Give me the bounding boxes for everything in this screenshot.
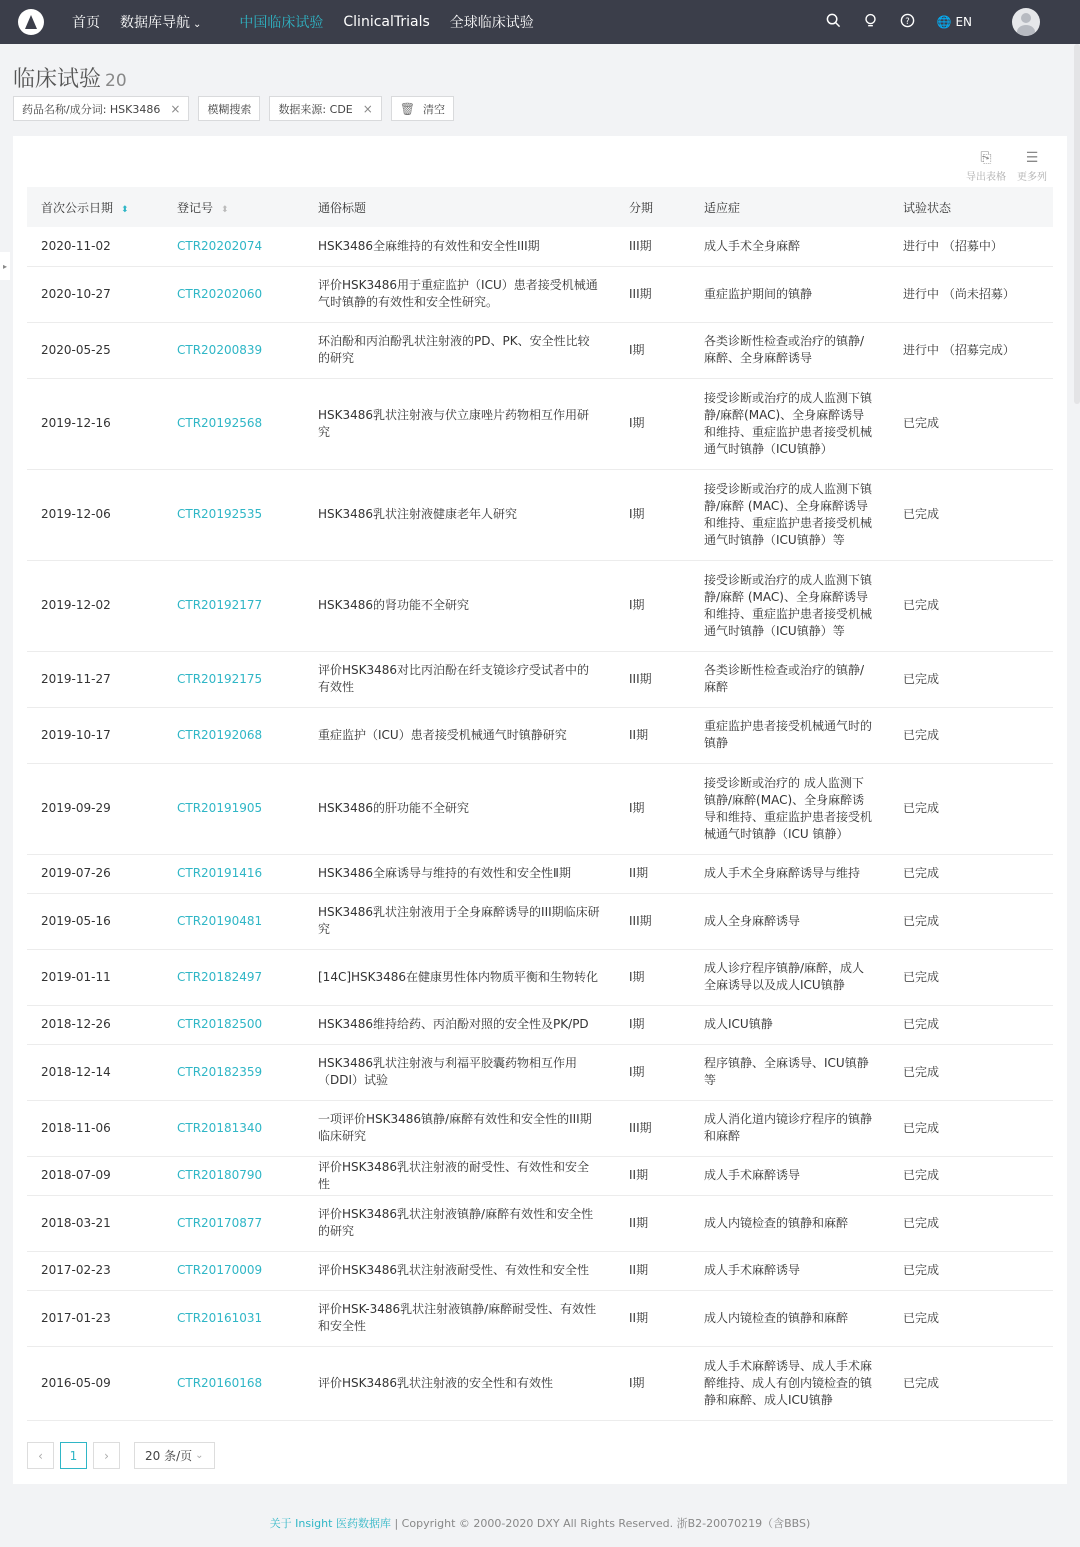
cell-title: 一项评价HSK3486镇静/麻醉有效性和安全性的III期临床研究	[304, 1100, 615, 1156]
cell-date: 2020-05-25	[27, 322, 163, 378]
cell-phase: III期	[615, 1100, 690, 1156]
cell-indication: 成人消化道内镜诊疗程序的镇静和麻醉	[690, 1100, 889, 1156]
cell-reg-no[interactable]: CTR20192175	[163, 651, 304, 707]
table-tools	[963, 150, 1055, 183]
cell-phase: III期	[615, 651, 690, 707]
avatar[interactable]	[1012, 8, 1040, 36]
scrollbar[interactable]	[1074, 44, 1080, 404]
cell-reg-no[interactable]: CTR20181340	[163, 1100, 304, 1156]
cell-title: HSK3486乳状注射液与伏立康唑片药物相互作用研究	[304, 378, 615, 469]
cell-date: 2017-02-23	[27, 1251, 163, 1290]
table-row[interactable]	[27, 469, 1053, 560]
cell-date: 2019-01-11	[27, 949, 163, 1005]
cell-date: 2018-12-14	[27, 1044, 163, 1100]
sort-icon[interactable]: ⬍	[221, 204, 229, 215]
cell-date: 2020-10-27	[27, 266, 163, 322]
table-row[interactable]	[27, 707, 1053, 763]
export-button[interactable]	[963, 150, 1009, 183]
cell-status: 已完成	[889, 651, 1053, 707]
cell-phase: I期	[615, 1044, 690, 1100]
cell-reg-no[interactable]: CTR20161031	[163, 1290, 304, 1346]
footer-about-link[interactable]: 关于 Insight 医药数据库	[269, 1517, 391, 1530]
nav-database-label: 数据库导航	[120, 15, 190, 31]
cell-title: 评价HSK3486对比丙泊酚在纤支镜诊疗受试者中的有效性	[304, 651, 615, 707]
cell-phase: I期	[615, 1005, 690, 1044]
cell-indication: 成人内镜检查的镇静和麻醉	[690, 1195, 889, 1251]
cell-title: 评价HSK3486乳状注射液的安全性和有效性	[304, 1346, 615, 1420]
table-row[interactable]	[27, 1100, 1053, 1156]
table-row[interactable]	[27, 1346, 1053, 1420]
cell-status: 已完成	[889, 1100, 1053, 1156]
cell-title: 评价HSK-3486乳状注射液镇静/麻醉耐受性、有效性和安全性	[304, 1290, 615, 1346]
cell-title: HSK3486乳状注射液与利福平胶囊药物相互作用（DDI）试验	[304, 1044, 615, 1100]
cell-indication: 成人手术麻醉诱导	[690, 1251, 889, 1290]
col-phase-header: 分期	[629, 200, 654, 215]
cell-title: HSK3486乳状注射液用于全身麻醉诱导的III期临床研究	[304, 893, 615, 949]
cell-reg-no[interactable]: CTR20202060	[163, 266, 304, 322]
cell-title: 评价HSK3486用于重症监护（ICU）患者接受机械通气时镇静的有效性和安全性研究。	[304, 266, 615, 322]
col-indication-header: 适应症	[704, 200, 741, 215]
nav-home[interactable]: 首页	[72, 15, 100, 31]
cell-reg-no[interactable]: CTR20190481	[163, 893, 304, 949]
cell-date: 2018-03-21	[27, 1195, 163, 1251]
more-columns-button[interactable]	[1009, 150, 1055, 183]
filter-chip-drug[interactable]	[13, 96, 189, 121]
col-title-header: 通俗标题	[318, 200, 367, 215]
filter-chip-source[interactable]	[269, 96, 381, 121]
cell-reg-no[interactable]: CTR20170009	[163, 1251, 304, 1290]
cell-date: 2018-12-26	[27, 1005, 163, 1044]
page-title	[13, 62, 127, 93]
chevron-down-icon: ⌄	[195, 1450, 204, 1461]
clear-filters-button[interactable]	[391, 96, 454, 121]
cell-reg-no[interactable]: CTR20191416	[163, 854, 304, 893]
close-icon[interactable]: ×	[170, 101, 181, 116]
cell-status: 已完成	[889, 1251, 1053, 1290]
table-row[interactable]	[27, 1195, 1053, 1251]
cell-phase: I期	[615, 469, 690, 560]
table-row[interactable]	[27, 1290, 1053, 1346]
cell-indication: 成人诊疗程序镇静/麻醉，成人全麻诱导以及成人ICU镇静	[690, 949, 889, 1005]
result-count: 20	[105, 71, 127, 91]
nav-clinicaltrials[interactable]: ClinicalTrials	[343, 14, 430, 30]
nav-database[interactable]	[120, 12, 201, 32]
table-row[interactable]	[27, 949, 1053, 1005]
table-row[interactable]	[27, 227, 1053, 266]
footer-copyright: Copyright © 2000-2020 DXY All Rights Reserved. 浙B2-20070219（含BBS)	[401, 1517, 811, 1530]
footer-separator: |	[394, 1517, 399, 1530]
cell-indication: 成人内镜检查的镇静和麻醉	[690, 1290, 889, 1346]
cell-indication: 接受诊断或治疗的 成人监测下镇静/麻醉(MAC)、全身麻醉诱导和维持、重症监护患者接受机械通气时镇静（ICU 镇静）	[690, 763, 889, 854]
cell-phase: II期	[615, 1195, 690, 1251]
col-status-header: 试验状态	[903, 200, 952, 215]
cell-date: 2019-12-16	[27, 378, 163, 469]
table-row[interactable]	[27, 1156, 1053, 1195]
cell-reg-no[interactable]: CTR20191905	[163, 763, 304, 854]
cell-reg-no[interactable]: CTR20192535	[163, 469, 304, 560]
cell-title: HSK3486维持给药、丙泊酚对照的安全性及PK/PD	[304, 1005, 615, 1044]
cell-reg-no[interactable]: CTR20180790	[163, 1156, 304, 1195]
cell-date: 2019-05-16	[27, 893, 163, 949]
table-row[interactable]	[27, 322, 1053, 378]
cell-status: 已完成	[889, 763, 1053, 854]
filter-bar	[13, 96, 463, 121]
top-navbar	[0, 0, 1080, 44]
table-row[interactable]	[27, 1005, 1053, 1044]
table-row[interactable]	[27, 651, 1053, 707]
cell-reg-no[interactable]: CTR20192177	[163, 560, 304, 651]
cell-reg-no[interactable]: CTR20160168	[163, 1346, 304, 1420]
cell-phase: III期	[615, 266, 690, 322]
cell-phase: I期	[615, 322, 690, 378]
table-row[interactable]	[27, 1251, 1053, 1290]
svg-text:?: ?	[904, 15, 910, 26]
page-title-text: 临床试验	[13, 67, 102, 92]
close-icon[interactable]: ×	[362, 101, 373, 116]
cell-indication: 成人手术麻醉诱导、成人手术麻醉维持、成人有创内镜检查的镇静和麻醉、成人ICU镇静	[690, 1346, 889, 1420]
cell-indication: 接受诊断或治疗的成人监测下镇静/麻醉 (MAC)、全身麻醉诱导和维持、重症监护患者接受机械通气时镇静（ICU镇静）等	[690, 469, 889, 560]
cell-indication: 成人手术全身麻醉	[690, 227, 889, 266]
cell-reg-no[interactable]: CTR20202074	[163, 227, 304, 266]
cell-reg-no[interactable]: CTR20182497	[163, 949, 304, 1005]
page-size-select[interactable]	[134, 1442, 215, 1469]
sort-icon[interactable]: ⬍	[121, 204, 129, 215]
footer	[0, 1515, 1080, 1531]
pagination	[27, 1442, 215, 1469]
col-regno-header[interactable]	[163, 187, 304, 227]
cell-phase: II期	[615, 1251, 690, 1290]
cell-reg-no[interactable]: CTR20192068	[163, 707, 304, 763]
cell-reg-no[interactable]: CTR20182359	[163, 1044, 304, 1100]
trash-icon: 🗑	[399, 101, 416, 116]
cell-indication: 成人手术麻醉诱导	[690, 1156, 889, 1195]
cell-title: HSK3486全麻维持的有效性和安全性III期	[304, 227, 615, 266]
clear-label: 清空	[423, 102, 446, 116]
header-label: 首次公示日期	[41, 200, 114, 215]
side-expand-tab[interactable]: ▸	[0, 252, 10, 280]
language-label: EN	[955, 15, 972, 29]
cell-status: 已完成	[889, 1044, 1053, 1100]
table-row[interactable]	[27, 763, 1053, 854]
cell-date: 2018-07-09	[27, 1156, 163, 1195]
table-row[interactable]	[27, 854, 1053, 893]
cell-title: HSK3486全麻诱导与维持的有效性和安全性Ⅱ期	[304, 854, 615, 893]
page-button-current[interactable]: 1	[60, 1442, 87, 1469]
cell-status: 已完成	[889, 1156, 1053, 1195]
cell-title: [14C]HSK3486在健康男性体内物质平衡和生物转化	[304, 949, 615, 1005]
cell-phase: III期	[615, 893, 690, 949]
cell-status: 已完成	[889, 854, 1053, 893]
cell-date: 2020-11-02	[27, 227, 163, 266]
cell-phase: II期	[615, 707, 690, 763]
header-label: 登记号	[177, 200, 214, 215]
cell-reg-no[interactable]: CTR20200839	[163, 322, 304, 378]
cell-indication: 成人手术全身麻醉诱导与维持	[690, 854, 889, 893]
cell-date: 2017-01-23	[27, 1290, 163, 1346]
trials-table	[27, 187, 1053, 1421]
chevron-down-icon: ⌄	[193, 19, 202, 30]
cell-title: HSK3486的肾功能不全研究	[304, 560, 615, 651]
cell-indication: 接受诊断或治疗的成人监测下镇静/麻醉 (MAC)、全身麻醉诱导和维持、重症监护患者接受机械通气时镇静（ICU镇静）等	[690, 560, 889, 651]
logo-icon[interactable]	[18, 9, 44, 35]
cell-phase: I期	[615, 763, 690, 854]
cell-indication: 各类诊断性检查或治疗的镇静/麻醉	[690, 651, 889, 707]
cell-phase: III期	[615, 227, 690, 266]
results-card	[13, 136, 1067, 1484]
table-row[interactable]	[27, 266, 1053, 322]
cell-status: 已完成	[889, 1195, 1053, 1251]
table-header-row	[27, 187, 1053, 227]
table-body	[27, 227, 1053, 1420]
cell-status: 已完成	[889, 1346, 1053, 1420]
cell-reg-no[interactable]: CTR20182500	[163, 1005, 304, 1044]
cell-status: 已完成	[889, 469, 1053, 560]
cell-indication: 重症监护患者接受机械通气时的镇静	[690, 707, 889, 763]
cell-phase: I期	[615, 949, 690, 1005]
filter-chip-label: 药品名称/成分词: HSK3486	[22, 102, 161, 116]
cell-indication: 成人全身麻醉诱导	[690, 893, 889, 949]
bulb-icon[interactable]	[863, 13, 878, 32]
cell-date: 2019-07-26	[27, 854, 163, 893]
cell-phase: II期	[615, 854, 690, 893]
cell-status: 已完成	[889, 707, 1053, 763]
cell-status: 已完成	[889, 378, 1053, 469]
cell-status: 已完成	[889, 893, 1053, 949]
cell-date: 2016-05-09	[27, 1346, 163, 1420]
cell-phase: I期	[615, 560, 690, 651]
nav-china-trials[interactable]: 中国临床试验	[239, 15, 324, 31]
cell-status: 进行中 （招募中）	[889, 227, 1053, 266]
cell-indication: 接受诊断或治疗的成人监测下镇静/麻醉(MAC)、全身麻醉诱导和维持、重症监护患者接受机械通气时镇静（ICU镇静）	[690, 378, 889, 469]
cell-indication: 各类诊断性检查或治疗的镇静/麻醉、全身麻醉诱导	[690, 322, 889, 378]
nav-global-trials[interactable]: 全球临床试验	[449, 15, 534, 31]
cell-reg-no[interactable]: CTR20192568	[163, 378, 304, 469]
cell-indication: 程序镇静、全麻诱导、ICU镇静等	[690, 1044, 889, 1100]
cell-title: 评价HSK3486乳状注射液镇静/麻醉有效性和安全性的研究	[304, 1195, 615, 1251]
table-row[interactable]	[27, 560, 1053, 651]
cell-date: 2019-12-02	[27, 560, 163, 651]
filter-chip-label: 模糊搜索	[207, 102, 252, 116]
table-row[interactable]	[27, 1044, 1053, 1100]
search-icon[interactable]	[826, 13, 841, 32]
cell-phase: II期	[615, 1290, 690, 1346]
cell-status: 已完成	[889, 1005, 1053, 1044]
cell-date: 2019-10-17	[27, 707, 163, 763]
globe-icon: 🌐	[936, 15, 952, 29]
cell-status: 进行中 （尚未招募）	[889, 266, 1053, 322]
table-row[interactable]	[27, 893, 1053, 949]
cell-date: 2019-11-27	[27, 651, 163, 707]
export-icon: ⎘	[980, 150, 992, 166]
cell-date: 2018-11-06	[27, 1100, 163, 1156]
export-label: 导出表格	[966, 172, 1006, 183]
cell-status: 已完成	[889, 560, 1053, 651]
more-columns-label: 更多列	[1017, 172, 1047, 183]
cell-reg-no[interactable]: CTR20170877	[163, 1195, 304, 1251]
cell-title: 重症监护（ICU）患者接受机械通气时镇静研究	[304, 707, 615, 763]
col-date-header[interactable]	[27, 187, 163, 227]
cell-date: 2019-09-29	[27, 763, 163, 854]
columns-icon: ☰	[1025, 150, 1039, 166]
cell-title: HSK3486的肝功能不全研究	[304, 763, 615, 854]
next-page-button[interactable]: ›	[93, 1442, 120, 1469]
cell-phase: I期	[615, 378, 690, 469]
cell-status: 已完成	[889, 1290, 1053, 1346]
cell-title: HSK3486乳状注射液健康老年人研究	[304, 469, 615, 560]
filter-chip-fuzzy[interactable]	[198, 96, 260, 121]
language-switch[interactable]	[937, 15, 972, 29]
cell-status: 进行中 （招募完成）	[889, 322, 1053, 378]
filter-chip-label: 数据来源: CDE	[278, 102, 353, 116]
cell-title: 评价HSK3486乳状注射液耐受性、有效性和安全性	[304, 1251, 615, 1290]
cell-phase: I期	[615, 1346, 690, 1420]
cell-phase: II期	[615, 1156, 690, 1195]
page-size-label: 20 条/页	[145, 1449, 193, 1463]
prev-page-button[interactable]: ‹	[27, 1442, 54, 1469]
table-row[interactable]	[27, 378, 1053, 469]
help-icon[interactable]	[900, 13, 915, 32]
cell-date: 2019-12-06	[27, 469, 163, 560]
cell-indication: 成人ICU镇静	[690, 1005, 889, 1044]
cell-indication: 重症监护期间的镇静	[690, 266, 889, 322]
cell-title: 评价HSK3486乳状注射液的耐受性、有效性和安全性	[304, 1156, 615, 1195]
cell-status: 已完成	[889, 949, 1053, 1005]
cell-title: 环泊酚和丙泊酚乳状注射液的PD、PK、安全性比较的研究	[304, 322, 615, 378]
